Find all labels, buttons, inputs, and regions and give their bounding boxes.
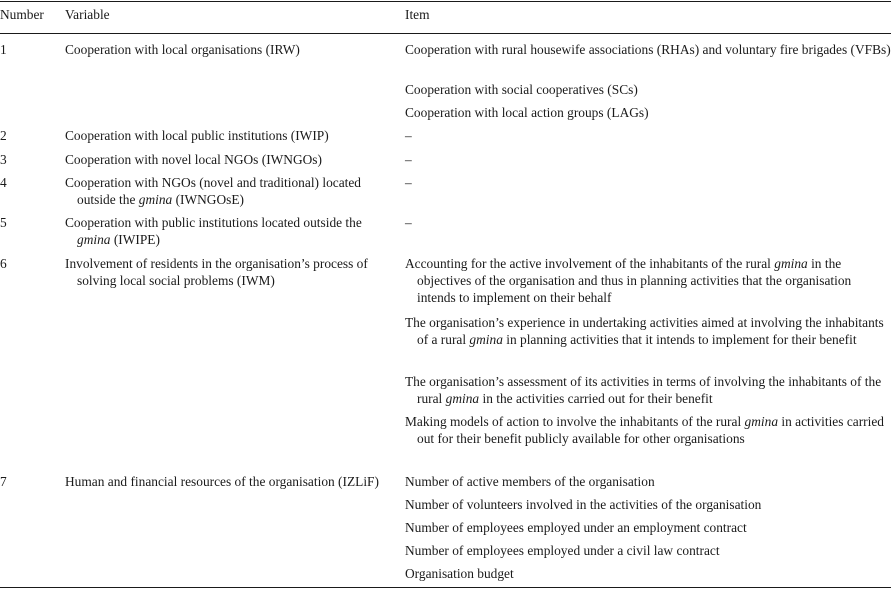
row-item: Cooperation with local action groups (LAGs) [405,105,649,120]
row-item: Making models of action to involve the inhabitants of the rural gmina in activities carried out for their benefit publicly available for other organisations [405,414,884,446]
row-number: 5 [0,215,7,230]
row-item: Number of employees employed under an employment contract [405,520,747,535]
row-item: Accounting for the active involvement of the inhabitants of the rural gmina in the objectives of the organisation and thus in planning activities that the organisation intends to implement on their behalf [405,256,852,305]
header-number: Number [0,7,44,22]
header-item: Item [405,7,430,22]
row-number: 2 [0,128,7,143]
row-item: – [405,128,412,143]
row-item: – [405,175,412,190]
table-bottom-rule [0,587,891,588]
header-variable: Variable [65,7,110,22]
row-variable: Cooperation with NGOs (novel and traditional) located outside the gmina (IWNGOsE) [65,175,362,207]
row-item: – [405,152,412,167]
row-item: Number of employees employed under a civil law contract [405,543,720,558]
row-number: 1 [0,42,7,57]
row-variable: Cooperation with novel local NGOs (IWNGOs) [65,152,322,167]
row-number: 3 [0,152,7,167]
table-top-rule [0,1,891,2]
row-item: The organisation’s experience in undertaking activities aimed at involving the inhabitants of a rural gmina in planning activities that it intends to implement for their benefit [405,315,884,347]
row-item: – [405,215,412,230]
row-item: Organisation budget [405,566,514,581]
row-item: Number of volunteers involved in the activities of the organisation [405,497,762,512]
row-variable: Involvement of residents in the organisation’s process of solving local social problems (IWM) [65,256,368,288]
row-number: 7 [0,474,7,489]
row-variable: Cooperation with public institutions located outside the gmina (IWIPE) [65,215,362,247]
row-variable: Cooperation with local organisations (IRW) [65,42,300,57]
row-number: 6 [0,256,7,271]
row-variable: Human and financial resources of the organisation (IZLiF) [65,474,379,489]
row-item: Cooperation with social cooperatives (SCs) [405,82,638,97]
row-item: The organisation’s assessment of its activities in terms of involving the inhabitants of the rural gmina in the activities carried out for their benefit [405,374,882,406]
row-number: 4 [0,175,7,190]
table-header-rule [0,33,891,34]
row-variable: Cooperation with local public institutions (IWIP) [65,128,329,143]
row-item: Cooperation with rural housewife associations (RHAs) and voluntary fire brigades (VFBs) [405,42,891,57]
row-item: Number of active members of the organisation [405,474,655,489]
